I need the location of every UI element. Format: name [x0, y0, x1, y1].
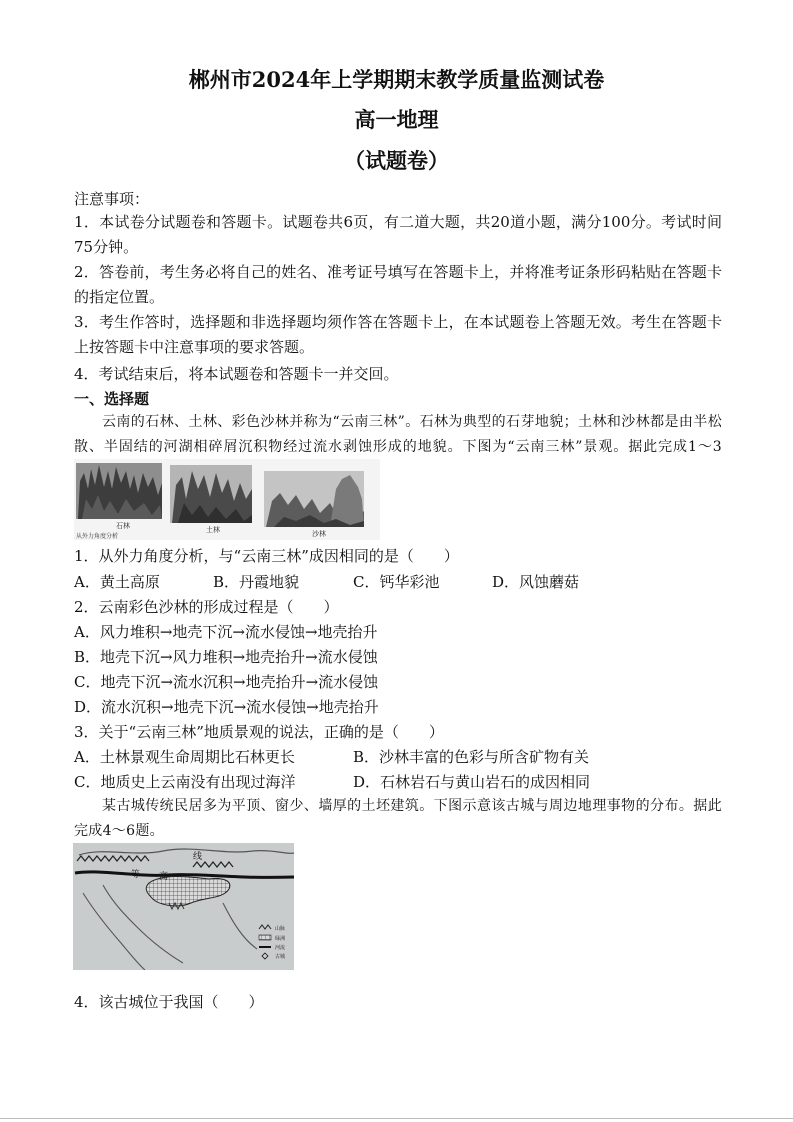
- notice-item-1: 1．本试卷分试题卷和答题卡。试题卷共6页，有二道大题，共20道小题，满分100分。考试时间75分钟。: [74, 213, 722, 256]
- label-contour-1: 线: [193, 852, 203, 862]
- paper-type: （试题卷）: [344, 148, 449, 173]
- q4-stem: 4．该古城位于我国（ ）: [74, 993, 264, 1011]
- label-contour-3: 高: [159, 872, 169, 882]
- q3-stem: 3．关于“云南三林”地质景观的说法，正确的是（ ）: [74, 723, 444, 741]
- exam-title: 郴州市2024年上学期期末教学质量监测试卷: [188, 67, 605, 92]
- notice-heading: 注意事项：: [74, 190, 150, 208]
- q1-stem: 1．从外力角度分析，与“云南三林”成因相同的是（ ）: [74, 547, 459, 565]
- earth-forest-photo: [170, 465, 252, 523]
- q1-option-d: D．风蚀蘑菇: [492, 573, 580, 591]
- q1-option-c: C．钙华彩池: [353, 573, 440, 591]
- page-bottom-rule: [0, 1118, 793, 1119]
- q3-option-c: C．地质史上云南没有出现过海洋: [74, 773, 296, 791]
- ancient-city-map: [73, 843, 294, 970]
- notice-item-3: 3．考生作答时，选择题和非选择题均须作答在答题卡上，在本试题卷上答题无效。考生在答题卡上按答题卡中注意事项的要求答题。: [74, 313, 722, 356]
- q2-option-d: D．流水沉积→地壳下沉→流水侵蚀→地壳抬升: [74, 698, 379, 716]
- notice-item-4: 4．考试结束后，将本试题卷和答题卡一并交回。: [74, 365, 399, 383]
- q2-stem: 2．云南彩色沙林的形成过程是（ ）: [74, 598, 339, 616]
- q3-option-b: B．沙林丰富的色彩与所含矿物有关: [353, 748, 590, 766]
- q2-option-b: B．地壳下沉→风力堆积→地壳抬升→流水侵蚀: [74, 648, 378, 666]
- q3-option-d: D．石林岩石与黄山岩石的成因相同: [353, 773, 591, 791]
- passage-intro-1: 云南的石林、土林、彩色沙林并称为“云南三林”。石林为典型的石芽地貌；土林和沙林都是由半松散、半固结的河湖相碎屑沉积物经过流水剥蚀形成的地貌。下图为“云南三林”景观。据此完成1～3: [74, 414, 722, 455]
- q1-option-a: A．黄土高原: [74, 573, 160, 591]
- q2-option-c: C．地壳下沉→流水沉积→地壳抬升→流水侵蚀: [74, 673, 379, 691]
- label-contour-2: 等: [131, 870, 141, 880]
- label-stone-forest: 石林: [116, 522, 130, 530]
- label-sand-forest: 沙林: [312, 530, 326, 538]
- three-forests-photo: [74, 459, 380, 540]
- section-heading: 一、选择题: [74, 390, 150, 408]
- q2-option-a: A．风力堆积→地壳下沉→流水侵蚀→地壳抬升: [74, 623, 378, 641]
- notice-item-2: 2．答卷前，考生务必将自己的姓名、准考证号填写在答题卡上，并将准考证条形码粘贴在答题卡的指定位置。: [74, 263, 722, 306]
- passage-intro-2: 某古城传统民居多为平顶、窗少、墙厚的土坯建筑。下图示意该古城与周边地理事物的分布。据此完成4～6题。: [74, 798, 722, 839]
- subject-title: 高一地理: [354, 107, 439, 132]
- photo-caption: 从外力角度分析: [76, 533, 119, 540]
- landscape-photo-strip: [74, 459, 380, 540]
- legend-mountain-label: 山脉: [275, 926, 286, 932]
- legend-oasis-label: 绿洲: [275, 936, 286, 942]
- legend-city-label: 古城: [275, 954, 286, 960]
- sand-forest-photo: [264, 471, 364, 527]
- legend-oasis-icon: [259, 935, 271, 940]
- label-earth-forest: 土林: [206, 526, 220, 534]
- map-figure: [73, 843, 294, 970]
- stone-forest-photo: [76, 463, 162, 519]
- q3-option-a: A．土林景观生命周期比石林更长: [74, 748, 295, 766]
- legend-river-icon: [259, 946, 271, 948]
- q1-option-b: B．丹霞地貌: [213, 573, 300, 591]
- legend-river-label: 河流: [275, 945, 286, 951]
